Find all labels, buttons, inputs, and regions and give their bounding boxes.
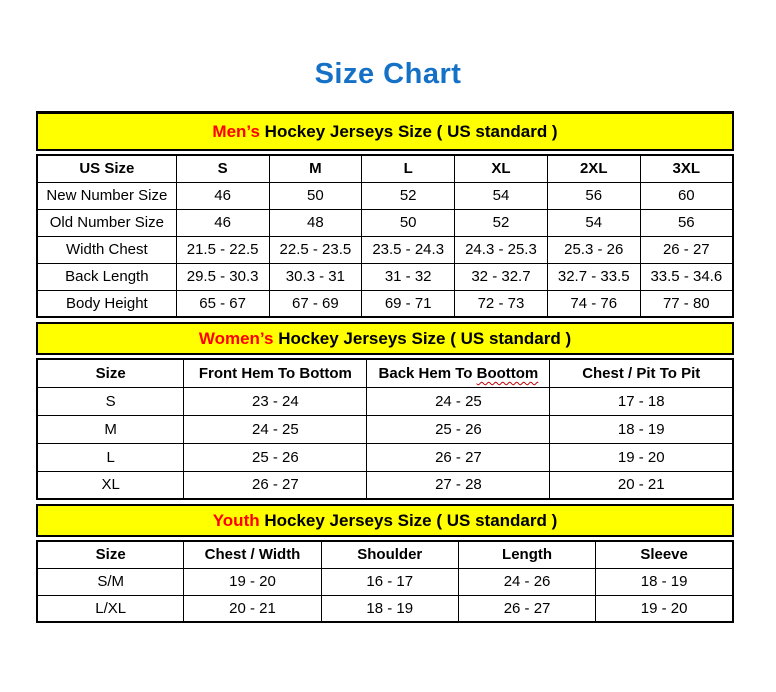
table-header-row — [37, 155, 733, 182]
size-cell: 26 - 27 — [640, 236, 733, 263]
column-header: Size — [37, 541, 184, 568]
row-label: M — [37, 415, 184, 443]
size-cell: 18 - 19 — [596, 568, 733, 595]
size-cell: 24.3 - 25.3 — [455, 236, 548, 263]
table-header-row — [37, 541, 733, 568]
table-row — [37, 387, 733, 415]
table-row — [37, 182, 733, 209]
column-header: US Size — [37, 155, 176, 182]
size-cell: 25 - 26 — [367, 415, 550, 443]
size-cell: 24 - 25 — [184, 415, 367, 443]
column-header: L — [362, 155, 455, 182]
size-cell: 17 - 18 — [550, 387, 733, 415]
size-cell: 56 — [640, 209, 733, 236]
column-header: Chest / Pit To Pit — [550, 359, 733, 387]
row-label: Back Length — [37, 263, 176, 290]
size-cell: 22.5 - 23.5 — [269, 236, 362, 263]
youth-highlight-text: Youth — [212, 511, 260, 530]
size-cell: 25.3 - 26 — [547, 236, 640, 263]
row-label: XL — [37, 471, 184, 499]
column-header: S — [176, 155, 269, 182]
table-header-row — [37, 359, 733, 387]
womens-highlight-text: Women’s — [198, 329, 274, 348]
size-cell: 46 — [176, 182, 269, 209]
page-title: Size Chart — [314, 58, 462, 90]
size-cell: 20 - 21 — [550, 471, 733, 499]
mens-size-table — [36, 154, 734, 318]
size-cell: 50 — [362, 209, 455, 236]
size-cell: 16 - 17 — [321, 568, 458, 595]
size-cell: 19 - 20 — [550, 443, 733, 471]
size-cell: 69 - 71 — [362, 290, 455, 317]
size-cell: 60 — [640, 182, 733, 209]
size-chart-tables — [36, 111, 734, 623]
size-cell: 24 - 25 — [367, 387, 550, 415]
size-cell: 30.3 - 31 — [269, 263, 362, 290]
mens-section-header — [36, 111, 734, 151]
size-cell: 29.5 - 30.3 — [176, 263, 269, 290]
size-cell: 77 - 80 — [640, 290, 733, 317]
size-cell: 48 — [269, 209, 362, 236]
table-row — [37, 443, 733, 471]
row-label: L — [37, 443, 184, 471]
size-cell: 23 - 24 — [184, 387, 367, 415]
row-label: Body Height — [37, 290, 176, 317]
mens-header-text: Hockey Jerseys Size ( US standard ) — [259, 122, 558, 141]
size-cell: 26 - 27 — [367, 443, 550, 471]
size-cell: 23.5 - 24.3 — [362, 236, 455, 263]
size-cell: 27 - 28 — [367, 471, 550, 499]
size-cell: 32 - 32.7 — [455, 263, 548, 290]
column-header: Sleeve — [596, 541, 733, 568]
size-cell: 46 — [176, 209, 269, 236]
table-row — [37, 415, 733, 443]
size-cell: 54 — [547, 209, 640, 236]
mens-highlight-text: Men’s — [212, 122, 260, 141]
womens-header-text: Hockey Jerseys Size ( US standard ) — [273, 329, 572, 348]
womens-section-header — [36, 322, 734, 355]
table-row — [37, 568, 733, 595]
womens-size-table — [36, 358, 734, 500]
size-cell: 50 — [269, 182, 362, 209]
row-label: Old Number Size — [37, 209, 176, 236]
size-cell: 24 - 26 — [458, 568, 595, 595]
column-header: Length — [458, 541, 595, 568]
column-header: Front Hem To Bottom — [184, 359, 367, 387]
size-cell: 32.7 - 33.5 — [547, 263, 640, 290]
size-cell: 67 - 69 — [269, 290, 362, 317]
size-cell: 20 - 21 — [184, 595, 321, 622]
size-cell: 19 - 20 — [596, 595, 733, 622]
size-cell: 54 — [455, 182, 548, 209]
size-cell: 26 - 27 — [184, 471, 367, 499]
size-cell: 52 — [362, 182, 455, 209]
table-row — [37, 595, 733, 622]
misspelled-word: Boottom — [476, 364, 539, 382]
row-label: S/M — [37, 568, 184, 595]
column-header: M — [269, 155, 362, 182]
size-cell: 26 - 27 — [458, 595, 595, 622]
table-row — [37, 263, 733, 290]
row-label: New Number Size — [37, 182, 176, 209]
size-cell: 18 - 19 — [321, 595, 458, 622]
column-header-back-hem — [367, 359, 550, 387]
column-header: 2XL — [547, 155, 640, 182]
youth-section-header — [36, 504, 734, 537]
table-row — [37, 471, 733, 499]
column-header: XL — [455, 155, 548, 182]
column-header: 3XL — [640, 155, 733, 182]
size-cell: 65 - 67 — [176, 290, 269, 317]
column-header: Chest / Width — [184, 541, 321, 568]
column-header-text: Back Hem To — [378, 364, 477, 382]
table-row — [37, 209, 733, 236]
size-cell: 25 - 26 — [184, 443, 367, 471]
row-label: S — [37, 387, 184, 415]
size-cell: 72 - 73 — [455, 290, 548, 317]
size-cell: 33.5 - 34.6 — [640, 263, 733, 290]
size-cell: 56 — [547, 182, 640, 209]
size-cell: 74 - 76 — [547, 290, 640, 317]
table-row — [37, 236, 733, 263]
size-cell: 52 — [455, 209, 548, 236]
row-label: L/XL — [37, 595, 184, 622]
size-cell: 21.5 - 22.5 — [176, 236, 269, 263]
youth-header-text: Hockey Jerseys Size ( US standard ) — [259, 511, 558, 530]
size-cell: 31 - 32 — [362, 263, 455, 290]
column-header: Size — [37, 359, 184, 387]
size-cell: 18 - 19 — [550, 415, 733, 443]
size-cell: 19 - 20 — [184, 568, 321, 595]
column-header: Shoulder — [321, 541, 458, 568]
youth-size-table — [36, 540, 734, 623]
row-label: Width Chest — [37, 236, 176, 263]
table-row — [37, 290, 733, 317]
